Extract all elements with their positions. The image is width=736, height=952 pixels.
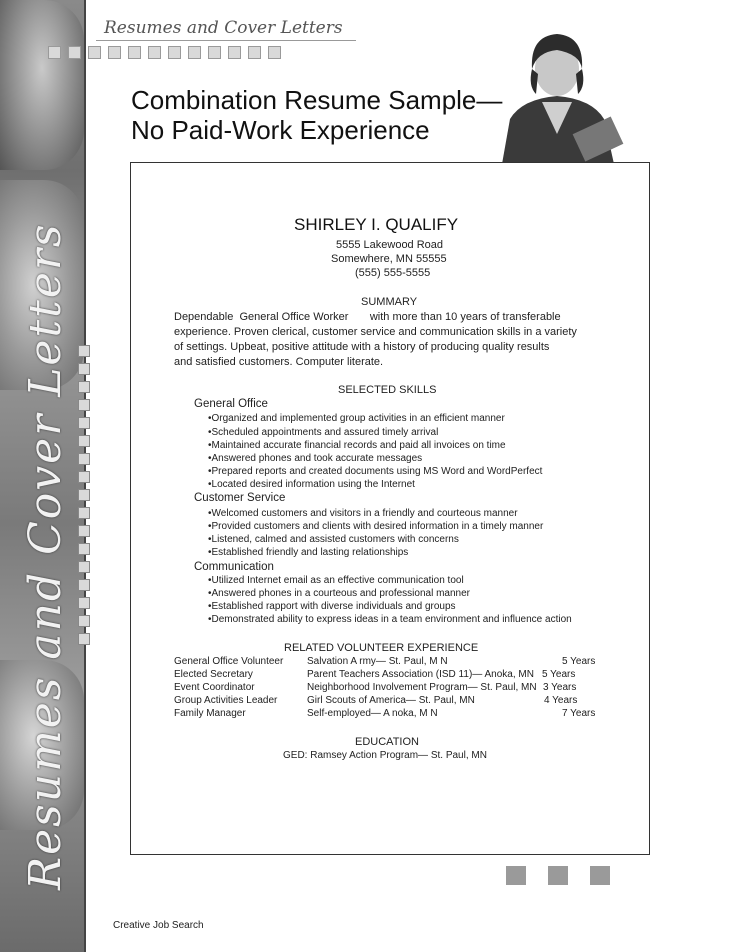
skill-item: •Answered phones and took accurate messages (208, 453, 423, 464)
skill-group-title: Communication (194, 561, 274, 573)
skill-item: •Established rapport with diverse individuals and groups (208, 601, 456, 612)
header-squares-decoration (48, 46, 281, 59)
businesswoman-photo (482, 24, 632, 164)
skill-item: •Provided customers and clients with desired information in a timely manner (208, 521, 544, 532)
volunteer-years: 4 Years (544, 695, 578, 706)
footer-text: Creative Job Search (113, 920, 204, 931)
header-script-title: Resumes and Cover Letters (104, 18, 343, 38)
volunteer-years: 7 Years (562, 708, 596, 719)
skill-item: •Organized and implemented group activities in an efficient manner (208, 413, 505, 424)
volunteer-role: Family Manager (174, 708, 246, 719)
skill-item: •Listened, calmed and assisted customers with concerns (208, 534, 459, 545)
side-decorative-strip (0, 0, 86, 952)
volunteer-org: Girl Scouts of America— St. Paul, MN (307, 695, 475, 706)
skill-item: •Prepared reports and created documents using MS Word and WordPerfect (208, 466, 543, 477)
page-title-line-2: No Paid-Work Experience (131, 115, 430, 145)
summary-line: and satisfied customers. Computer literate. (174, 356, 384, 368)
resume-document (130, 162, 650, 855)
skill-group-title: General Office (194, 398, 268, 410)
volunteer-years: 5 Years (562, 656, 596, 667)
strip-squares-decoration (78, 345, 92, 651)
skill-item: •Answered phones in a courteous and professional manner (208, 588, 470, 599)
address-line-2: Somewhere, MN 55555 (331, 253, 447, 265)
skills-heading: SELECTED SKILLS (338, 384, 437, 396)
page-title (131, 85, 511, 145)
bottom-squares-decoration (506, 866, 610, 885)
volunteer-years: 5 Years (542, 669, 576, 680)
volunteer-years: 3 Years (543, 682, 577, 693)
volunteer-heading: RELATED VOLUNTEER EXPERIENCE (284, 642, 479, 654)
skill-item: •Utilized Internet email as an effective communication tool (208, 575, 464, 586)
volunteer-org: Parent Teachers Association (ISD 11)— Anoka, MN (307, 669, 534, 680)
address-line-1: 5555 Lakewood Road (336, 239, 444, 251)
volunteer-org: Neighborhood Involvement Program— St. Paul, MN (307, 682, 537, 693)
skill-item: •Maintained accurate financial records and paid all invoices on time (208, 440, 506, 451)
skill-item: •Demonstrated ability to express ideas in a team environment and influence action (208, 614, 572, 625)
volunteer-role: General Office Volunteer (174, 656, 284, 667)
volunteer-org: Self-employed— A noka, M N (307, 708, 438, 719)
volunteer-role: Elected Secretary (174, 669, 253, 680)
volunteer-org: Salvation A rmy— St. Paul, M N (307, 656, 448, 667)
volunteer-role: Event Coordinator (174, 682, 255, 693)
skill-item: •Scheduled appointments and assured timely arrival (208, 427, 439, 438)
skill-item: •Established friendly and lasting relationships (208, 547, 409, 558)
education-heading: EDUCATION (355, 736, 419, 748)
vertical-script-title: Resumes and Cover Letters (20, 222, 71, 890)
woman-portrait-photo (0, 0, 84, 170)
skill-group-title: Customer Service (194, 492, 286, 504)
page-title-line-1: Combination Resume Sample— (131, 85, 503, 115)
phone-number: (555) 555-5555 (355, 267, 431, 279)
skill-item: •Located desired information using the Internet (208, 479, 415, 490)
summary-line: experience. Proven clerical, customer service and communication skills in a variety (174, 326, 577, 338)
summary-line: of settings. Upbeat, positive attitude with a history of producing quality results (174, 341, 550, 353)
summary-line: Dependable General Office Worker with more than 10 years of transferable (174, 311, 561, 323)
volunteer-role: Group Activities Leader (174, 695, 278, 706)
header-divider (96, 40, 356, 41)
skill-item: •Welcomed customers and visitors in a friendly and courteous manner (208, 508, 518, 519)
education-line: GED: Ramsey Action Program— St. Paul, MN (283, 750, 487, 761)
summary-heading: SUMMARY (361, 296, 418, 308)
resume-name: SHIRLEY I. QUALIFY (294, 215, 459, 234)
